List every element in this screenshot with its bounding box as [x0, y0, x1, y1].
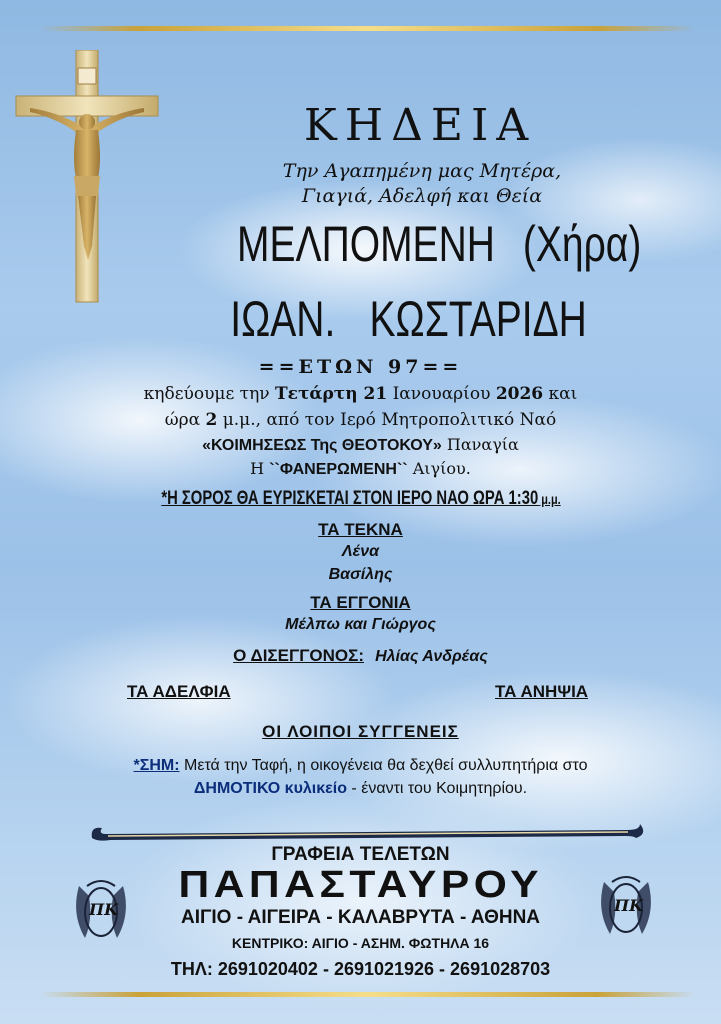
nephews-label: ΤΑ ΑΝΗΨΙΑ — [495, 682, 589, 701]
note-label: *ΣΗΜ: — [133, 757, 180, 774]
church-name: «ΚΟΙΜΗΣΕΩΣ Της ΘΕΟΤΟΚΟΥ» — [202, 437, 442, 454]
ceremony-line-3 — [0, 435, 721, 455]
great-grandchild-label: Ο ΔΙΣΕΓΓΟΝΟΣ: — [233, 646, 364, 665]
father-initial: ΙΩΑΝ. — [230, 291, 336, 347]
ceremony-text-end: και — [543, 384, 578, 404]
ceremony-year: 2026 — [495, 384, 544, 404]
great-grandchild-name: Ηλίας Ανδρέας — [375, 648, 488, 665]
intro-line-1: Την Αγαπημένη μας Μητέρα, — [282, 160, 562, 182]
great-grandchild-line — [0, 646, 721, 666]
ceremony-month: Ιανουαρίου — [387, 384, 496, 404]
age-line: ==ΕΤΩΝ 97== — [258, 356, 463, 378]
ceremony-line-4 — [0, 459, 721, 479]
note-location: - έναντι του Κοιμητηρίου. — [346, 780, 528, 797]
note-text: Μετά την Ταφή, η οικογένεια θα δεχθεί συλλυπητήρια στο — [179, 757, 588, 774]
church-suffix: Παναγία — [441, 435, 519, 454]
church-article: Η — [250, 459, 270, 478]
deceased-first-name — [180, 215, 642, 273]
grandchildren-names: Μέλπω και Γιώργος — [285, 616, 436, 633]
church-town: Αιγίου. — [407, 459, 471, 478]
funeral-home-heading: ΓΡΑΦΕΙΑ ΤΕΛΕΤΩΝ — [271, 844, 450, 865]
funeral-home-phones: ΤΗΛ: 2691020402 - 2691021926 - 2691028703 — [170, 959, 551, 979]
remains-notice-text: *Η ΣΟΡΟΣ ΘΑ ΕΥΡΙΣΚΕΤΑΙ ΣΤΟΝ ΙΕΡΟ ΝΑΟ ΩΡΑ 1:30 — [160, 488, 538, 509]
page-title: ΚΗΔΕΙΑ — [303, 100, 537, 151]
note-venue: ΔΗΜΟΤΙΚΟ κυλικείο — [193, 780, 347, 797]
relatives-label: ΟΙ ΛΟΙΠΟΙ ΣΥΓΓΕΝΕΙΣ — [262, 722, 459, 741]
top-gold-border — [40, 26, 695, 31]
ceremony-text: κηδεύουμε την — [143, 384, 275, 404]
condolence-note-line-1 — [0, 757, 721, 775]
ceremony-hour: 2 — [205, 410, 218, 430]
deceased-surname — [180, 290, 600, 348]
bottom-gold-border — [40, 992, 695, 997]
funeral-home-cities: ΑΙΓΙΟ - ΑΙΓΕΙΡΑ - ΚΑΛΑΒΡΥΤΑ - ΑΘΗΝΑ — [180, 907, 541, 928]
scroll-ribbon-decoration — [88, 820, 648, 846]
church-epithet: ``ΦΑΝΕΡΩΜΕΝΗ`` — [269, 461, 408, 478]
emblem-left-letters: ΠΚ — [89, 900, 119, 919]
children-label: ΤΑ ΤΕΚΝΑ — [318, 520, 403, 539]
widow-status: (Χήρα) — [522, 216, 642, 272]
remains-notice — [0, 488, 721, 510]
crucifix-icon — [12, 50, 162, 305]
time-prefix: ώρα — [164, 410, 206, 430]
ceremony-day: Τετάρτη 21 — [275, 384, 388, 404]
siblings-label: ΤΑ ΑΔΕΛΦΙΑ — [127, 682, 231, 701]
funeral-home-address: ΚΕΝΤΡΙΚΟ: ΑΙΓΙΟ - ΑΣΗΜ. ΦΩΤΗΛΑ 16 — [231, 935, 490, 951]
funeral-home-name-text: ΠΑΠΑΣΤΑΥΡΟΥ — [178, 864, 543, 906]
first-name: ΜΕΛΠΟΜΕΝΗ — [237, 216, 495, 272]
grandchildren-label: ΤΑ ΕΓΓΟΝΙΑ — [310, 593, 411, 612]
child-1: Λένα — [341, 543, 380, 560]
condolence-note-line-2 — [0, 780, 721, 798]
ceremony-line-1 — [0, 384, 721, 404]
church-intro: μ.μ., από τον Ιερό Μητροπολιτικό Ναό — [217, 410, 557, 430]
remains-notice-suffix: μ.μ. — [537, 491, 561, 507]
ceremony-line-2 — [0, 410, 721, 430]
child-2: Βασίλης — [328, 566, 393, 583]
emblem-right-letters: ΠΚ — [614, 896, 644, 915]
intro-line-2: Γιαγιά, Αδελφή και Θεία — [301, 185, 543, 207]
surname: ΚΩΣΤΑΡΙΔΗ — [369, 291, 587, 347]
